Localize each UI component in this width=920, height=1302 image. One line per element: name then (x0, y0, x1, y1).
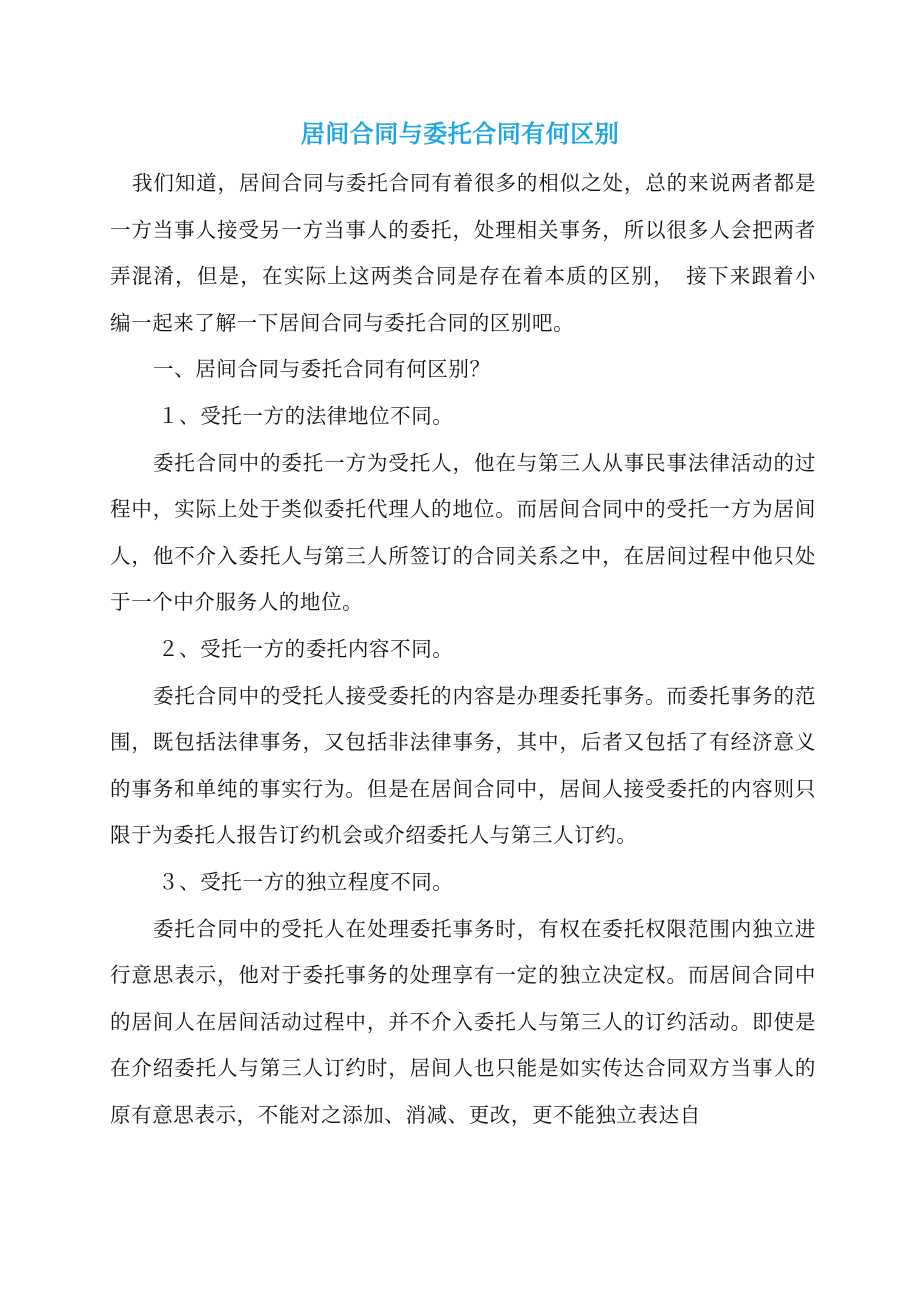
document-body (110, 160, 816, 1138)
intro-paragraph: 我们知道，居间合同与委托合同有着很多的相似之处，总的来说两者都是一方当事人接受另一方当事人的委托，处理相关事务，所以很多人会把两者弄混淆，但是，在实际上这两类合同是存在着本质的区别， 接下来跟着小编一起来了解一下居间合同与委托合同的区别吧。 (110, 171, 816, 335)
document-title: 居间合同与委托合同有何区别 (300, 119, 620, 148)
point-2-body: 委托合同中的受托人接受委托的内容是办理委托事务。而委托事务的范围，既包括法律事务，又包括非法律事务，其中，后者又包括了有经济意义的事务和单纯的事实行为。但是在居间合同中，居间人接受委托的内容则只限于为委托人报告订约机会或介绍委托人与第三人订约。 (110, 683, 816, 848)
point-1-heading: １、受托一方的法律地位不同。 (158, 403, 454, 428)
section-heading: 一、居间合同与委托合同有何区别？ (153, 357, 491, 382)
point-3-heading: ３、受托一方的独立程度不同。 (158, 869, 454, 894)
point-3-body: 委托合同中的受托人在处理委托事务时，有权在委托权限范围内独立进行意思表示，他对于委托事务的处理享有一定的独立决定权。而居间合同中的居间人在居间活动过程中，并不介入委托人与第三人的订约活动。即使是在介绍委托人与第三人订约时，居间人也只能是如实传达合同双方当事人的原有意思表示，不能对之添加、消减、更改，更不能独立表达自 (110, 916, 816, 1127)
point-2-heading: ２、受托一方的委托内容不同。 (158, 636, 454, 661)
point-1-body: 委托合同中的委托一方为受托人，他在与第三人从事民事法律活动的过程中，实际上处于类似委托代理人的地位。而居间合同中的受托一方为居间人，他不介入委托人与第三人所签订的合同关系之中，在居间过程中他只处于一个中介服务人的地位。 (110, 450, 816, 615)
